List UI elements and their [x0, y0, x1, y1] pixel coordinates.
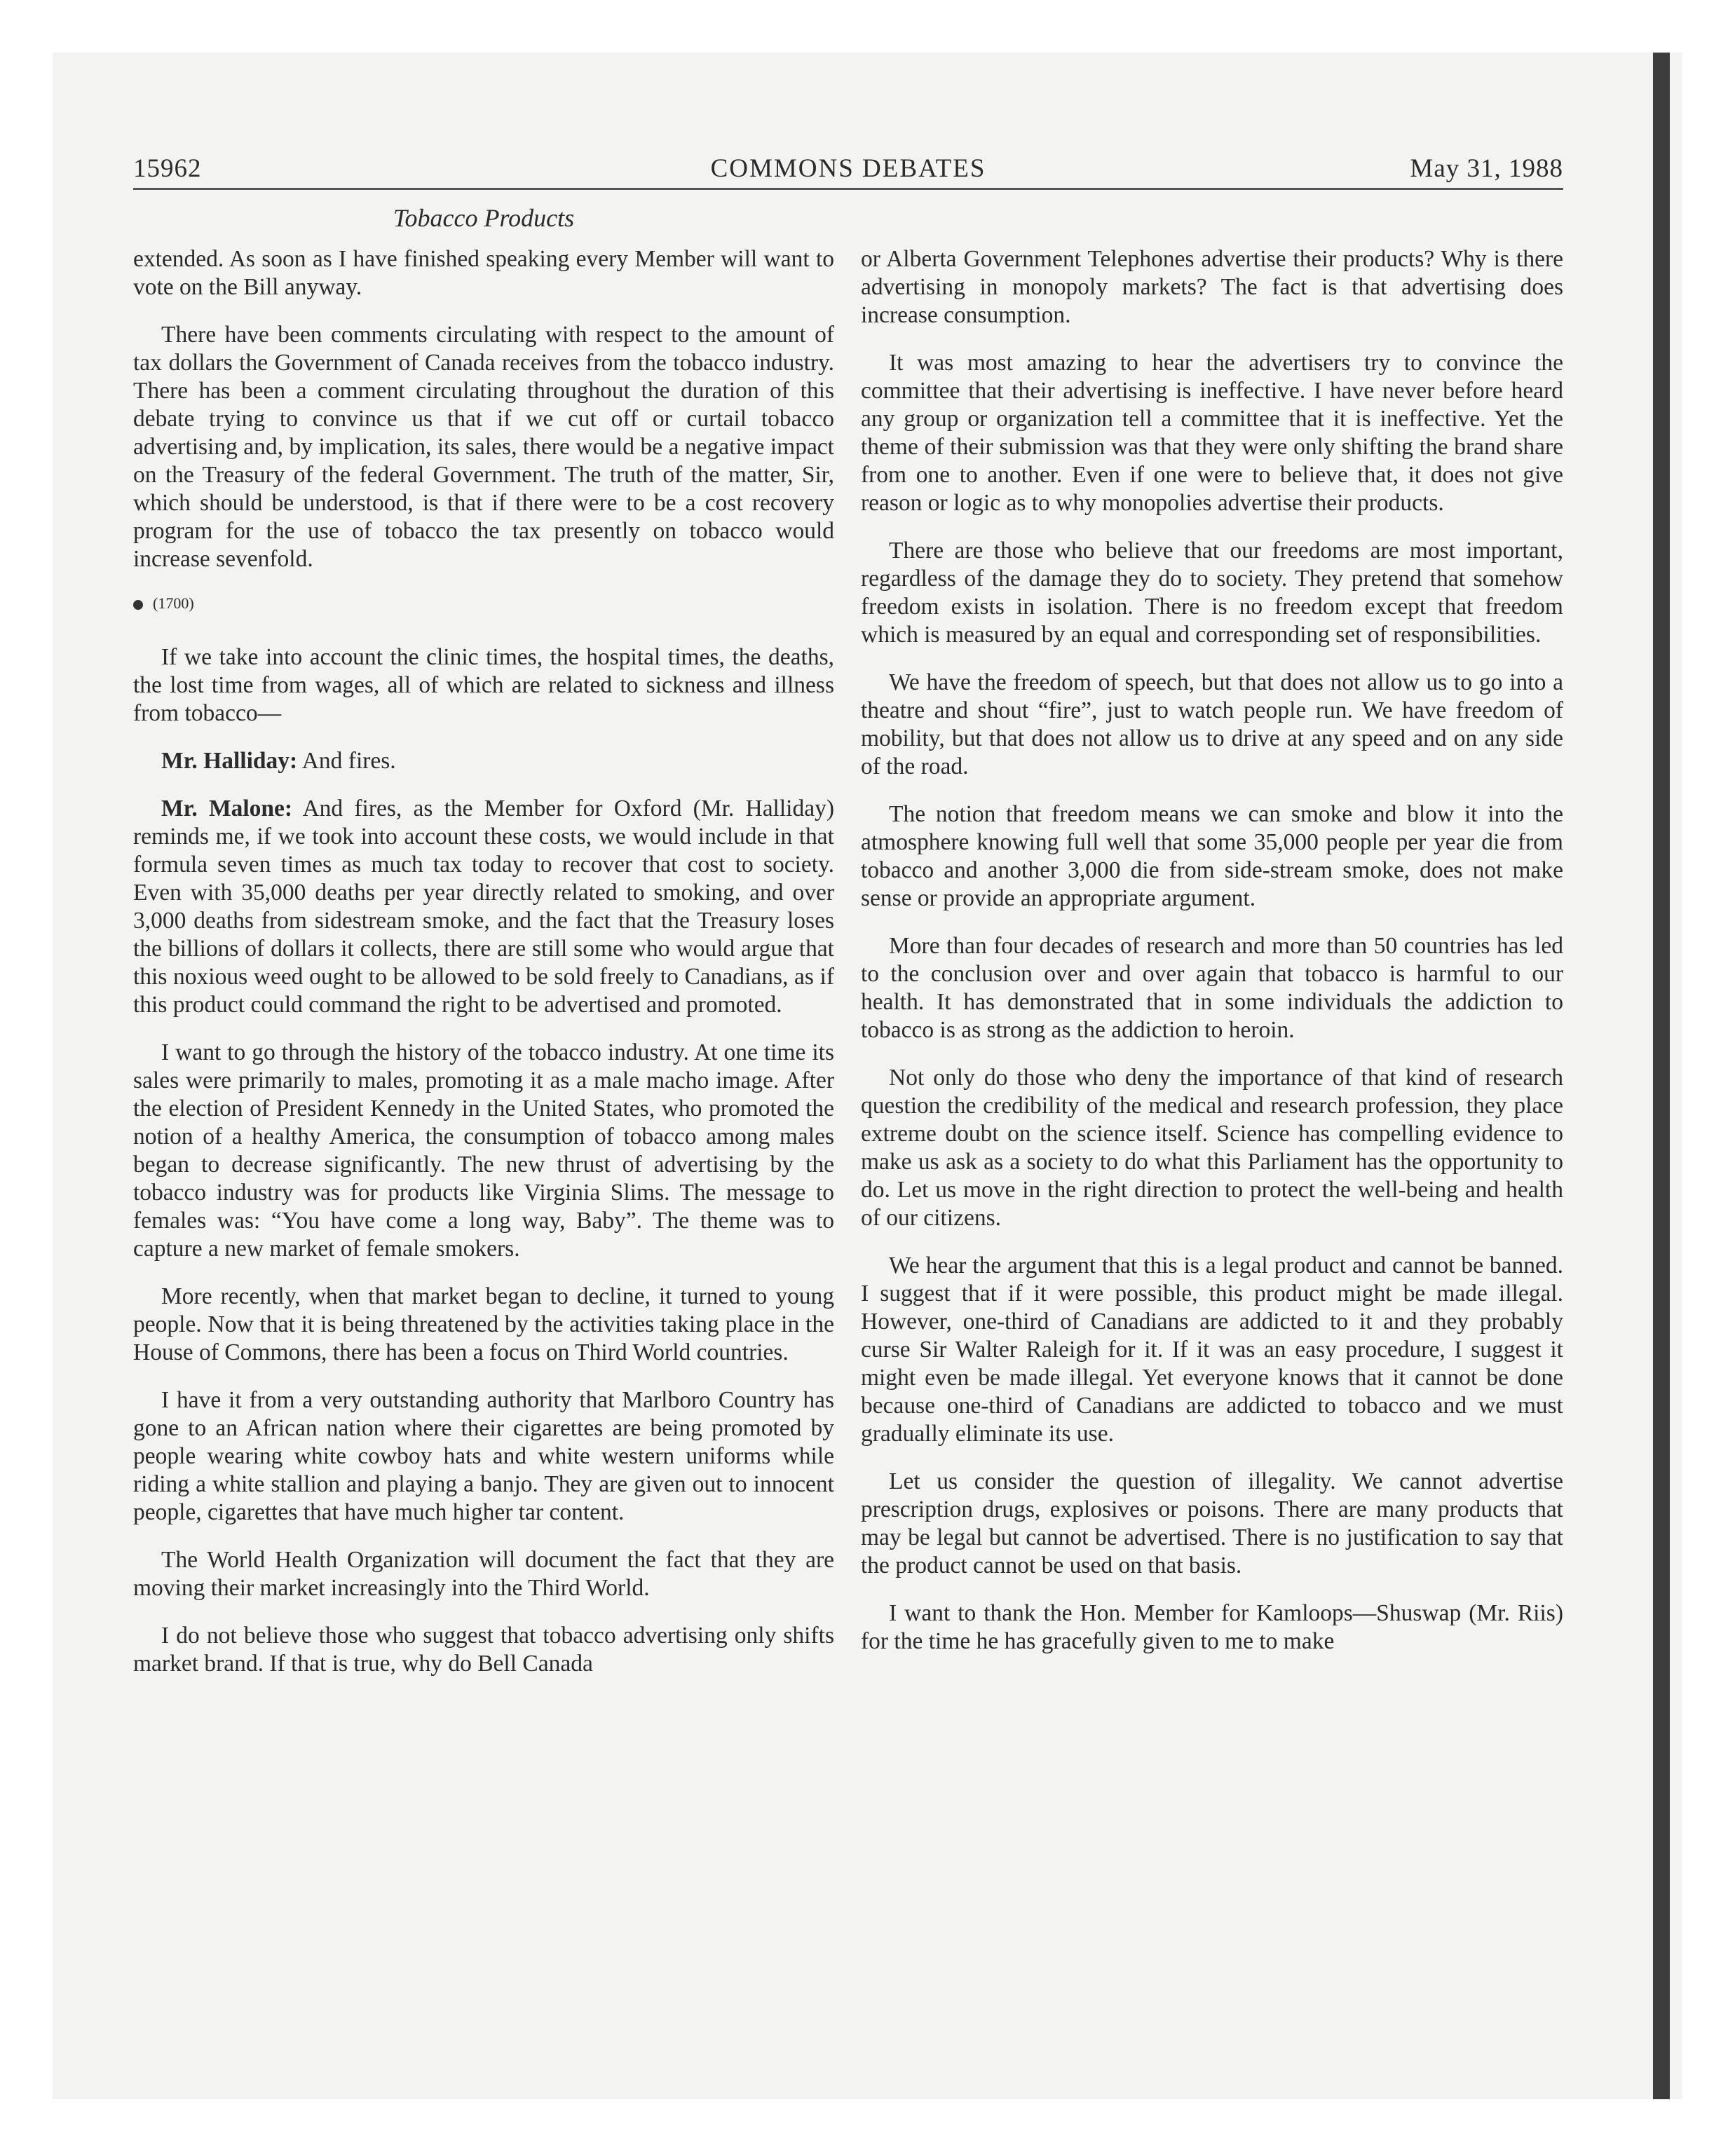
time-marker: [133, 593, 834, 614]
time-marker-text: (1700): [153, 594, 194, 612]
paragraph: There are those who believe that our freedoms are most important, regardless of the damage they do to society. They pretend that somehow freedom exists in isolation. There is no freedom except that freedom which is measured by an equal and corresponding set of responsibilities.: [861, 538, 1563, 648]
speaker-name: Mr. Halliday:: [161, 748, 298, 774]
speech-paragraph: [133, 747, 834, 775]
speech-text: And fires.: [297, 748, 396, 774]
paragraph: The World Health Organization will document the fact that they are moving their market increasingly into the Third World.: [133, 1547, 834, 1601]
paragraph: More recently, when that market began to decline, it turned to young people. Now that it is being threatened by the activities taking place in the House of Commons, there has been a focus on Third World countries.: [133, 1283, 834, 1365]
speech-paragraph: [133, 795, 834, 1019]
running-header: [133, 149, 1563, 190]
paragraph: More than four decades of research and more than 50 countries has led to the conclusion over and over again that tobacco is harmful to our health. It has demonstrated that in some individuals the addiction to tobacco is as strong as the addiction to heroin.: [861, 933, 1563, 1043]
right-column: [861, 245, 1563, 1675]
paragraph: I want to go through the history of the tobacco industry. At one time its sales were primarily to males, promoting it as a male macho image. After the election of President Kennedy in the United States, who promoted the notion of a healthy America, the consumption of tobacco among males began to decrease significantly. The new thrust of advertising by the tobacco industry was for products like Virginia Slims. The message to females was: “You have come a long way, Baby”. The theme was to capture a new market of female smokers.: [133, 1039, 834, 1262]
paragraph: If we take into account the clinic times, the hospital times, the deaths, the lost time from wages, all of which are related to sickness and illness from tobacco—: [133, 644, 834, 726]
paragraph: I do not believe those who suggest that tobacco advertising only shifts market brand. If that is true, why do Bell Canada: [133, 1623, 834, 1677]
speech-text: And fires, as the Member for Oxford (Mr. Halliday) reminds me, if we took into account these costs, we would include in that formula seven times as much tax today to recover that cost to society. Even with 35,000 deaths per year directly related to smoking, and over 3,000 deaths from sidestream smoke, and the fact that the Treasury loses the billions of dollars it collects, there are still some who would argue that this noxious weed ought to be allowed to be sold freely to Canadians, as if this product could command the right to be advertised and promoted.: [133, 796, 835, 1018]
bullet-icon: [133, 600, 143, 610]
paragraph: extended. As soon as I have finished speaking every Member will want to vote on the Bill anyway.: [133, 246, 834, 300]
paragraph: We hear the argument that this is a legal product and cannot be banned. I suggest that if it were possible, this product might be made illegal. However, one-third of Canadians are addicted to it and they probably curse Sir Walter Raleigh for it. If it was an easy procedure, I suggest it might even be made illegal. Yet everyone knows that it cannot be done because one-third of Canadians are addicted to tobacco and we must gradually eliminate its use.: [861, 1253, 1563, 1447]
paragraph: Let us consider the question of illegality. We cannot advertise prescription drugs, explosives or poisons. There are many products that may be legal but cannot be advertised. There is no justification to say that the product cannot be used on that basis.: [861, 1468, 1563, 1578]
page-number: 15962: [133, 154, 202, 183]
paragraph: or Alberta Government Telephones advertise their products? Why is there advertising in monopoly markets? The fact is that advertising does increase consumption.: [861, 246, 1563, 328]
page-binding-edge: [1653, 53, 1670, 2099]
section-title: Tobacco Products: [393, 204, 575, 232]
paragraph: I want to thank the Hon. Member for Kamloops—Shuswap (Mr. Riis) for the time he has gracefully given to me to make: [861, 1600, 1563, 1654]
speaker-name: Mr. Malone:: [161, 796, 293, 821]
publication-title: COMMONS DEBATES: [710, 154, 986, 183]
paragraph: Not only do those who deny the importance of that kind of research question the credibility of the medical and research profession, they place extreme doubt on the science itself. Science has compelling evidence to make us ask as a society to do what this Parliament has the opportunity to do. Let us move in the right direction to protect the well-being and health of our citizens.: [861, 1065, 1563, 1231]
paragraph: I have it from a very outstanding authority that Marlboro Country has gone to an African nation where their cigarettes are being promoted by people wearing white cowboy hats and white western uniforms while riding a white stallion and playing a banjo. They are given out to innocent people, cigarettes that have much higher tar content.: [133, 1387, 834, 1525]
left-column: [133, 245, 834, 1698]
issue-date: May 31, 1988: [1410, 154, 1563, 183]
paragraph: We have the freedom of speech, but that does not allow us to go into a theatre and shout “fire”, just to watch people run. We have freedom of mobility, but that does not allow us to drive at any speed and on any side of the road.: [861, 669, 1563, 779]
paragraph: It was most amazing to hear the advertisers try to convince the committee that their advertising is ineffective. I have never before heard any group or organization tell a committee that it is ineffective. Yet the theme of their submission was that they were only shifting the brand share from one to another. Even if one were to believe that, it does not give reason or logic as to why monopolies advertise their products.: [861, 350, 1563, 516]
paragraph: There have been comments circulating with respect to the amount of tax dollars the Government of Canada receives from the tobacco industry. There has been a comment circulating throughout the duration of this debate trying to convince us that if we cut off or curtail tobacco advertising and, by implication, its sales, there would be a negative impact on the Treasury of the federal Government. The truth of the matter, Sir, which should be understood, is that if there were to be a cost recovery program for the use of tobacco the tax presently on tobacco would increase sevenfold.: [133, 322, 834, 572]
paragraph: The notion that freedom means we can smoke and blow it into the atmosphere knowing full well that some 35,000 people per year die from tobacco and another 3,000 die from side-stream smoke, does not make sense or provide an appropriate argument.: [861, 801, 1563, 911]
